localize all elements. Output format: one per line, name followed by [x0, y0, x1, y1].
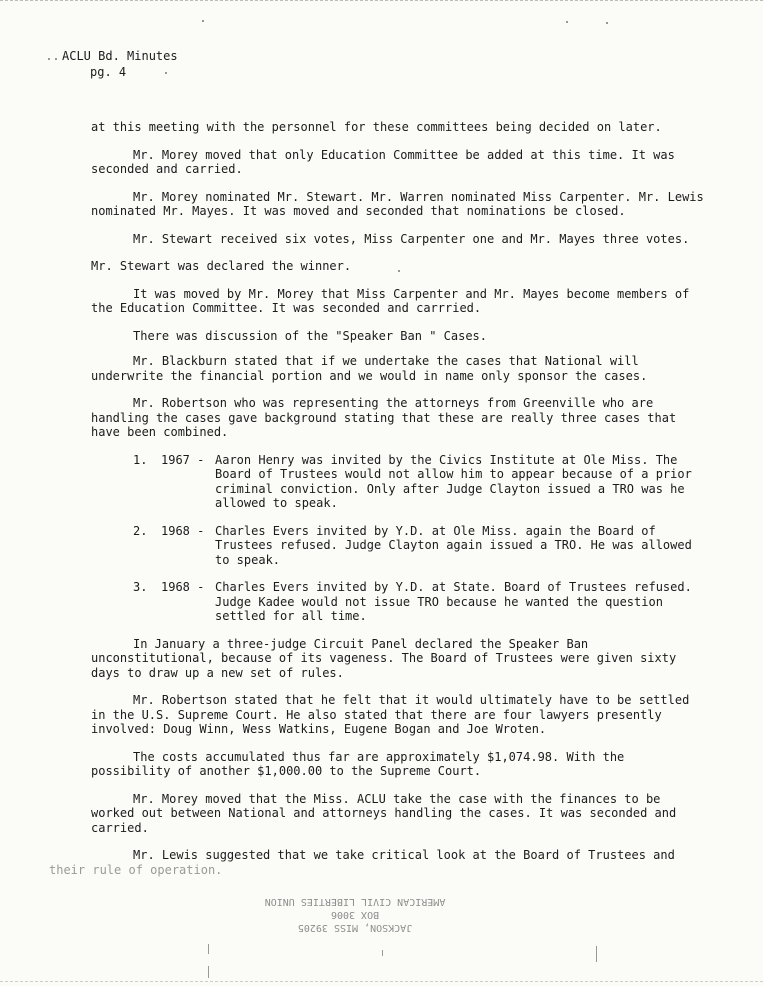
paragraph-costs: The costs accumulated thus far are approximately $1,074.98. With the possibility of another $1,000.00 to the Supreme Court.: [91, 749, 625, 778]
paragraph-winner: Mr. Stewart was declared the winner.: [91, 259, 352, 273]
case-number: 1.: [133, 452, 148, 467]
case-text: Charles Evers invited by Y.D. at State. Board of Trustees refused. Judge Kadee would not issue TRO because he wanted the question settled for all time.: [215, 580, 692, 623]
paragraph-circuit-panel: In January a three-judge Circuit Panel declared the Speaker Ban unconstitutional, because of its vageness. The Board of Trustees were given sixty days to draw up a new set of rules.: [91, 636, 677, 680]
header-title: ACLU Bd. Minutes: [62, 49, 178, 63]
minutes-body: [49, 120, 706, 877]
scan-speck: [48, 58, 50, 60]
stamp-address-box: BOX 3006: [330, 909, 380, 920]
case-year: 1968 -: [161, 580, 205, 594]
paragraph-votes: Mr. Stewart received six votes, Miss Carpenter one and Mr. Mayes three votes.: [133, 231, 690, 246]
case-number: 3.: [133, 580, 148, 594]
case-item: [133, 524, 706, 568]
scan-speck: [202, 20, 204, 22]
header-page-number: pg. 4: [90, 65, 127, 79]
paragraph-nominations: Mr. Morey nominated Mr. Stewart. Mr. Warren nominated Miss Carpenter. Mr. Lewis nominated Mr. Mayes. It was moved and seconded that nominations be closed.: [91, 189, 704, 218]
scan-mark: [382, 950, 383, 956]
page-header: [62, 48, 178, 80]
paragraph-speaker-ban: There was discussion of the "Speaker Ban " Cases.: [133, 328, 488, 343]
case-item: [133, 453, 706, 511]
lewis-suggestion-text: Mr. Lewis suggested that we take critical look at the Board of Trustees and: [133, 848, 675, 862]
paragraph-committee-members: It was moved by Mr. Morey that Miss Carpenter and Mr. Mayes become members of the Education Committee. It was seconded and carrried.: [91, 286, 690, 315]
scan-speck: [606, 22, 608, 24]
paragraph-blackburn: Mr. Blackburn stated that if we undertake the cases that National will underwrite the financial portion and we would in name only sponsor the cases.: [91, 354, 648, 383]
case-number: 2.: [133, 523, 148, 538]
letterhead-stamp: [255, 895, 455, 934]
bottom-dashed-edge: [0, 981, 763, 982]
paragraph-motion-take-case: Mr. Morey moved that the Miss. ACLU take the case with the finances to be worked out between National and attorneys handling the cases. It was seconded and carried.: [91, 791, 677, 835]
case-text: Aaron Henry was invited by the Civics Institute at Ole Miss. The Board of Trustees would not allow him to appear because of a prior criminal conviction. Only after Judge Clayton issued a TRO was he allowed to speak.: [215, 452, 692, 510]
faded-text: their rule of operation.: [49, 862, 223, 877]
paragraph-continuation: at this meeting with the personnel for these committees being decided on later.: [91, 120, 662, 134]
stamp-address-city: JACKSON, MISS 39205: [297, 922, 413, 933]
scan-speck: [55, 58, 57, 60]
scan-speck: [566, 21, 568, 23]
stamp-organization: AMERICAN CIVIL LIBERTIES UNION: [264, 896, 446, 907]
case-year: 1967 -: [161, 452, 205, 467]
top-dashed-edge: [0, 0, 763, 1]
case-item: [133, 580, 706, 624]
scan-mark: [208, 966, 209, 978]
paragraph-lewis-suggestion: [49, 848, 706, 877]
case-text: Charles Evers invited by Y.D. at Ole Miss. again the Board of Trustees refused. Judge Clayton again issued a TRO. He was allowed to speak.: [215, 523, 692, 567]
paragraph-robertson-background: Mr. Robertson who was representing the attorneys from Greenville who are handling the cases gave background stating that these are really three cases that have been combined.: [91, 396, 677, 439]
scan-mark: [596, 946, 597, 962]
scan-mark: [208, 944, 209, 954]
case-year: 1968 -: [161, 523, 205, 538]
paragraph-motion-education: Mr. Morey moved that only Education Committee be added at this time. It was seconded and carried.: [91, 147, 675, 176]
paragraph-supreme-court: Mr. Robertson stated that he felt that it would ultimately have to be settled in the U.S. Supreme Court. He also stated that there are four lawyers presently involved: Doug Winn, Wess Watkins, Eugene Bogan and Joe Wroten.: [91, 693, 690, 736]
